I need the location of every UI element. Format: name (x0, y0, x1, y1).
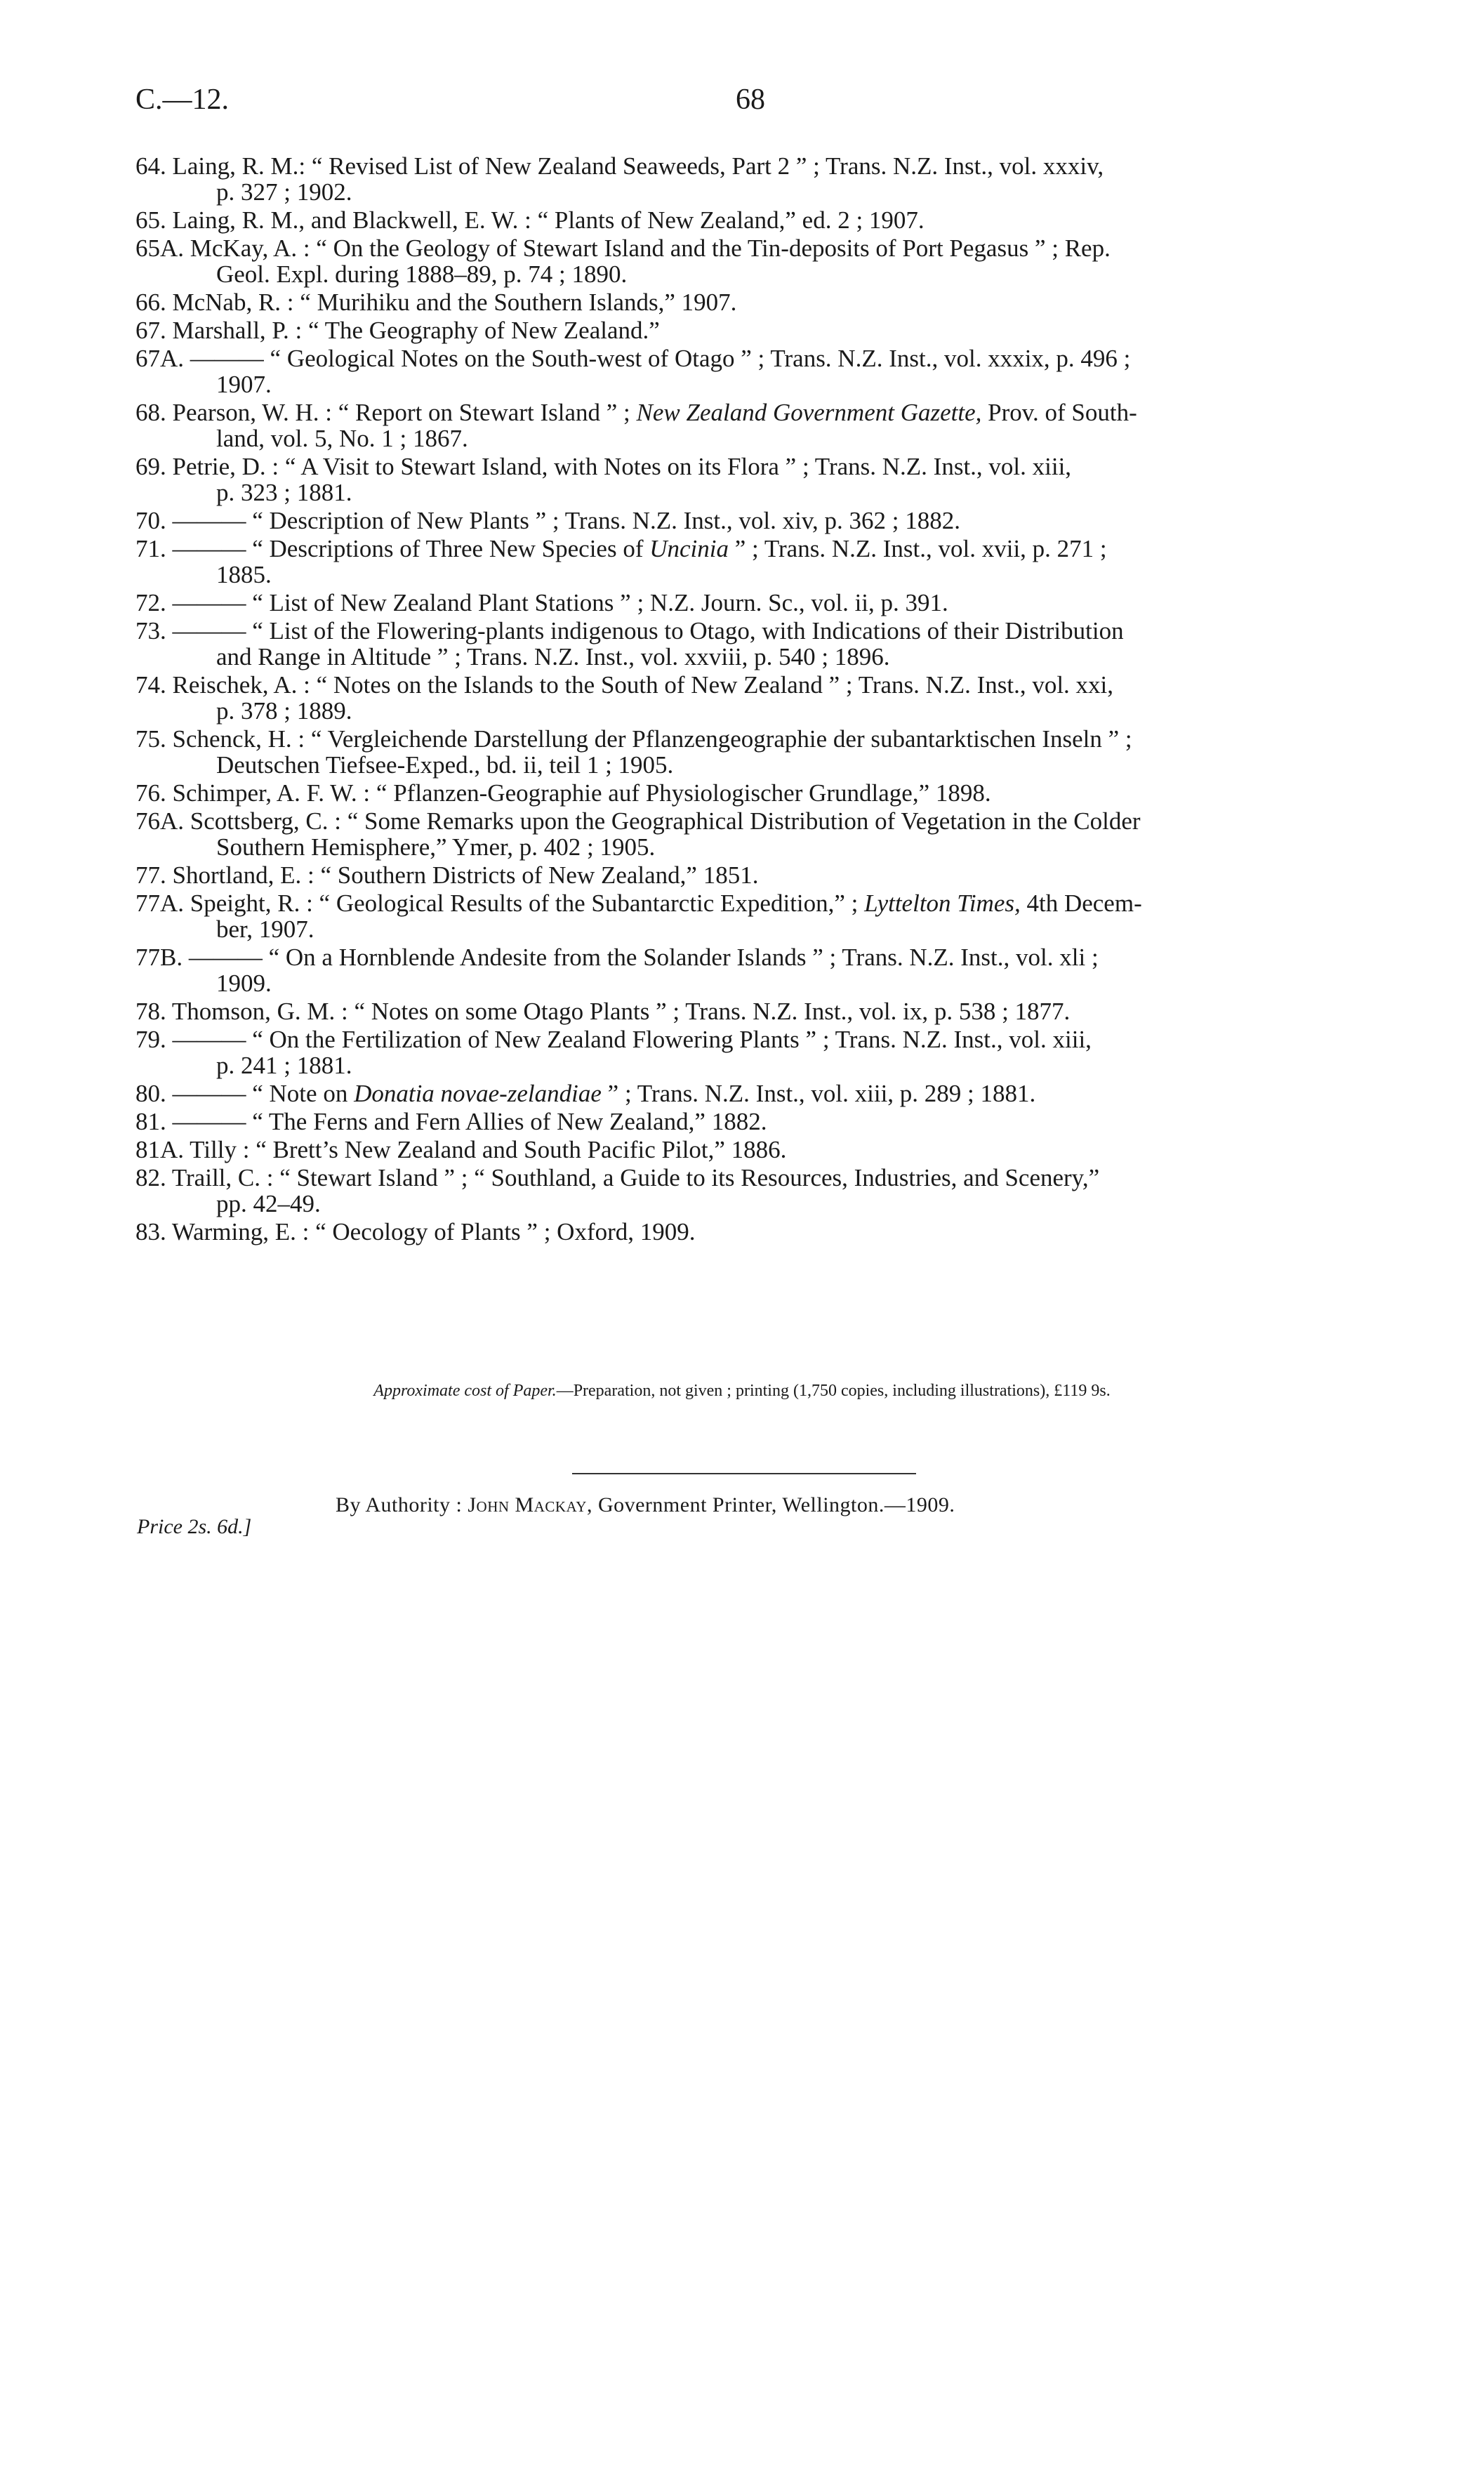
reference-number: 70. (135, 507, 166, 534)
reference-entry (135, 618, 1343, 670)
reference-continuation: 1885. (216, 561, 272, 588)
reference-text: Tilly : “ Brett’s New Zealand and South Pacific Pilot,” 1886. (190, 1136, 787, 1163)
reference-number: 81A. (135, 1136, 185, 1163)
reference-text: Laing, R. M., and Blackwell, E. W. : “ Plants of New Zealand,” ed. 2 ; 1907. (172, 206, 925, 234)
reference-text: Thomson, G. M. : “ Notes on some Otago Plants ” ; Trans. N.Z. Inst., vol. ix, p. 538 ; 1877. (171, 998, 1071, 1025)
reference-text: Pearson, W. H. : “ Report on Stewart Island ” ; (172, 399, 637, 426)
reference-number: 71. (135, 535, 166, 562)
cost-note-text: —Preparation, not given ; printing (1,750 copies, including illustrations), £119 9s. (556, 1382, 1111, 1400)
cost-note-lead: Approximate cost of Paper. (373, 1382, 557, 1400)
reference-first-line (135, 1165, 1343, 1191)
reference-continuation: p. 327 ; 1902. (216, 178, 352, 206)
reference-entry (135, 207, 1343, 233)
reference-text: ——— “ On the Fertilization of New Zealand Flowering Plants ” ; Trans. N.Z. Inst., vol. xiii, (172, 1026, 1092, 1053)
reference-text: ——— “ Note on (172, 1080, 355, 1107)
reference-text: ——— “ List of the Flowering-plants indigenous to Otago, with Indications of their Distribution (172, 617, 1124, 644)
reference-text-tail: ” ; Trans. N.Z. Inst., vol. xvii, p. 271 ; (729, 535, 1107, 562)
reference-number: 64. (135, 152, 166, 180)
reference-text-tail: ” ; Trans. N.Z. Inst., vol. xiii, p. 289 ; 1881. (601, 1080, 1036, 1107)
document-code: C.—12. (135, 84, 230, 116)
reference-first-line (135, 890, 1343, 916)
reference-number: 78. (135, 998, 166, 1025)
reference-first-line (135, 345, 1343, 371)
reference-number: 66. (135, 289, 166, 316)
reference-number: 74. (135, 671, 166, 699)
reference-number: 79. (135, 1026, 166, 1053)
reference-italic-title: New Zealand Government Gazette, (636, 399, 982, 426)
reference-number: 77. (135, 861, 166, 889)
reference-continuation: p. 323 ; 1881. (216, 479, 352, 506)
reference-number: 76. (135, 779, 166, 807)
reference-number: 67A. (135, 345, 185, 372)
reference-first-line (135, 1137, 1343, 1163)
reference-text: ——— “ On a Hornblende Andesite from the Solander Islands ” ; Trans. N.Z. Inst., vol. xli ; (188, 944, 1099, 971)
page-number: 68 (736, 84, 765, 116)
reference-continuation: p. 378 ; 1889. (216, 697, 352, 725)
reference-continuation: Geol. Expl. during 1888–89, p. 74 ; 1890. (216, 260, 628, 288)
reference-number: 65A. (135, 234, 185, 262)
reference-first-line (135, 207, 1343, 233)
price: Price 2s. 6d.] (137, 1515, 252, 1538)
reference-number: 82. (135, 1164, 166, 1191)
page-header (135, 83, 1343, 132)
reference-continuation: 1909. (216, 970, 272, 997)
reference-text: McKay, A. : “ On the Geology of Stewart Island and the Tin-deposits of Port Pegasus ” ; Rep. (190, 234, 1111, 262)
reference-text: Marshall, P. : “ The Geography of New Zealand.” (172, 317, 660, 344)
reference-first-line (135, 235, 1343, 261)
reference-entry (135, 1137, 1343, 1163)
reference-entry (135, 808, 1343, 860)
reference-text: McNab, R. : “ Murihiku and the Southern Islands,” 1907. (172, 289, 737, 316)
reference-entry (135, 399, 1343, 451)
authority-prefix: By Authority : (336, 1493, 468, 1516)
reference-entry (135, 1165, 1343, 1217)
reference-text: Scottsberg, C. : “ Some Remarks upon the Geographical Distribution of Vegetation in the Colder (190, 807, 1141, 835)
reference-first-line (135, 317, 1343, 343)
reference-text: ——— “ Descriptions of Three New Species of (172, 535, 650, 562)
printer-authority (336, 1493, 955, 1517)
reference-italic-title: Uncinia (649, 535, 729, 562)
reference-first-line (135, 808, 1343, 834)
reference-entry (135, 944, 1343, 996)
reference-first-line (135, 153, 1343, 179)
reference-number: 69. (135, 453, 166, 480)
reference-text: ——— “ List of New Zealand Plant Stations ” ; N.Z. Journ. Sc., vol. ii, p. 391. (172, 589, 948, 616)
reference-text-tail: 4th Decem- (1020, 890, 1142, 917)
reference-text: Reischek, A. : “ Notes on the Islands to the South of New Zealand ” ; Trans. N.Z. Inst., vol. xxi, (172, 671, 1114, 699)
reference-first-line (135, 780, 1343, 806)
reference-text: Laing, R. M.: “ Revised List of New Zealand Seaweeds, Part 2 ” ; Trans. N.Z. Inst., vol. xxxiv, (172, 152, 1104, 180)
reference-entry (135, 345, 1343, 397)
reference-number: 72. (135, 589, 166, 616)
reference-continuation: pp. 42–49. (216, 1190, 321, 1217)
reference-continuation: ber, 1907. (216, 915, 314, 943)
reference-first-line (135, 399, 1343, 425)
reference-number: 83. (135, 1218, 166, 1245)
reference-number: 65. (135, 206, 166, 234)
reference-number: 76A. (135, 807, 185, 835)
reference-number: 73. (135, 617, 166, 644)
authority-suffix: Government Printer, Wellington.—1909. (592, 1493, 955, 1516)
reference-entry (135, 317, 1343, 343)
reference-entry (135, 726, 1343, 778)
reference-first-line (135, 1080, 1343, 1106)
reference-entry (135, 890, 1343, 942)
cost-note (0, 1382, 1484, 1401)
reference-list (135, 153, 1343, 1247)
reference-text: Speight, R. : “ Geological Results of the Subantarctic Expedition,” ; (190, 890, 865, 917)
reference-first-line (135, 1026, 1343, 1052)
reference-number: 75. (135, 725, 166, 753)
reference-entry (135, 1109, 1343, 1135)
reference-entry (135, 454, 1343, 505)
reference-first-line (135, 289, 1343, 315)
reference-continuation: p. 241 ; 1881. (216, 1052, 352, 1079)
reference-continuation: and Range in Altitude ” ; Trans. N.Z. Inst., vol. xxviii, p. 540 ; 1896. (216, 643, 890, 670)
reference-first-line (135, 862, 1343, 888)
reference-number: 80. (135, 1080, 166, 1107)
reference-text: Schenck, H. : “ Vergleichende Darstellung der Pflanzengeographie der subantarktischen Inseln ” ; (172, 725, 1132, 753)
reference-entry (135, 508, 1343, 534)
reference-entry (135, 1026, 1343, 1078)
reference-text: Shortland, E. : “ Southern Districts of New Zealand,” 1851. (172, 861, 759, 889)
reference-entry (135, 536, 1343, 588)
reference-number: 67. (135, 317, 166, 344)
reference-entry (135, 998, 1343, 1024)
reference-first-line (135, 998, 1343, 1024)
reference-first-line (135, 1109, 1343, 1135)
reference-number: 77B. (135, 944, 183, 971)
reference-continuation: Southern Hemisphere,” Ymer, p. 402 ; 1905. (216, 833, 656, 861)
reference-entry (135, 672, 1343, 724)
reference-first-line (135, 590, 1343, 616)
reference-number: 81. (135, 1108, 166, 1135)
reference-first-line (135, 944, 1343, 970)
reference-text-tail: Prov. of South- (981, 399, 1137, 426)
reference-text: ——— “ Geological Notes on the South-west of Otago ” ; Trans. N.Z. Inst., vol. xxxix, p. 496 ; (190, 345, 1131, 372)
reference-first-line (135, 726, 1343, 752)
reference-text: ——— “ Description of New Plants ” ; Trans. N.Z. Inst., vol. xiv, p. 362 ; 1882. (172, 507, 961, 534)
reference-entry (135, 780, 1343, 806)
reference-text: Warming, E. : “ Oecology of Plants ” ; Oxford, 1909. (171, 1218, 696, 1245)
reference-italic-title: Donatia novae-zelandiae (354, 1080, 602, 1107)
reference-number: 77A. (135, 890, 185, 917)
reference-continuation: land, vol. 5, No. 1 ; 1867. (216, 425, 468, 452)
reference-continuation: Deutschen Tiefsee-Exped., bd. ii, teil 1 ; 1905. (216, 751, 674, 779)
reference-italic-title: Lyttelton Times, (864, 890, 1021, 917)
reference-entry (135, 289, 1343, 315)
reference-entry (135, 1219, 1343, 1245)
footer-rule (572, 1473, 916, 1474)
reference-first-line (135, 618, 1343, 644)
reference-text: Schimper, A. F. W. : “ Pflanzen-Geographie auf Physiologischer Grundlage,” 1898. (172, 779, 991, 807)
printer-name: John Mackay, (468, 1493, 592, 1516)
reference-first-line (135, 1219, 1343, 1245)
reference-first-line (135, 508, 1343, 534)
reference-entry (135, 1080, 1343, 1106)
reference-continuation: 1907. (216, 371, 272, 398)
reference-entry (135, 235, 1343, 287)
reference-first-line (135, 672, 1343, 698)
reference-text: Traill, C. : “ Stewart Island ” ; “ Southland, a Guide to its Resources, Industries, and Scenery,” (171, 1164, 1100, 1191)
reference-entry (135, 862, 1343, 888)
reference-number: 68. (135, 399, 166, 426)
reference-text: ——— “ The Ferns and Fern Allies of New Zealand,” 1882. (172, 1108, 767, 1135)
reference-first-line (135, 454, 1343, 480)
reference-first-line (135, 536, 1343, 562)
reference-entry (135, 153, 1343, 205)
reference-entry (135, 590, 1343, 616)
reference-text: Petrie, D. : “ A Visit to Stewart Island, with Notes on its Flora ” ; Trans. N.Z. Inst., vol. xiii, (172, 453, 1072, 480)
